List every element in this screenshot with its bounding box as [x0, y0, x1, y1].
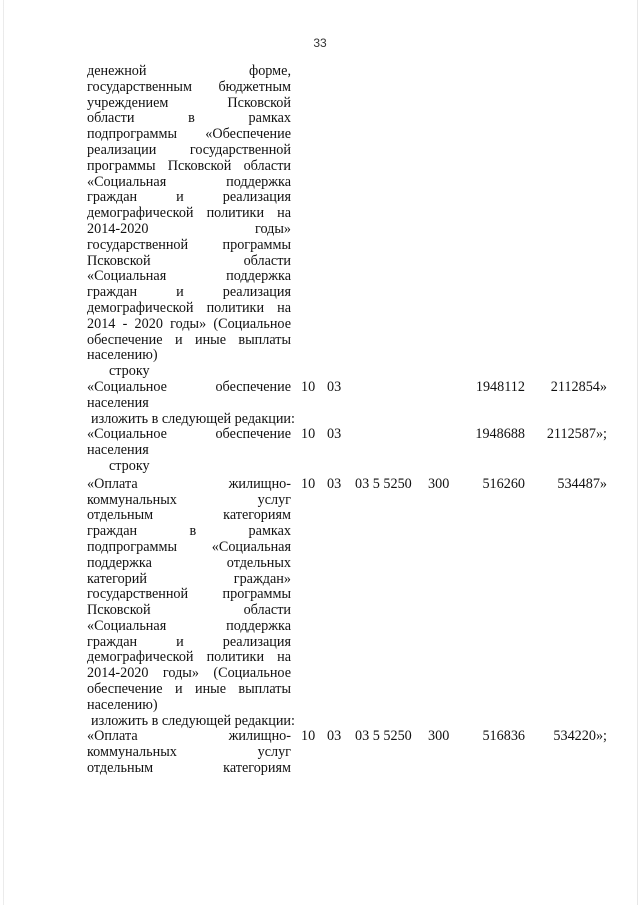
- row-description-line: отдельным категориям: [87, 760, 291, 777]
- row-description-line: «Социальное обеспечение: [87, 426, 291, 443]
- table-row-old: [87, 380, 617, 412]
- page-number: 33: [313, 36, 327, 50]
- row-description-line: демографической политики на: [87, 649, 291, 666]
- subsection-code: 03: [327, 475, 342, 492]
- row-description-line: «Социальное обеспечение: [87, 378, 291, 395]
- amount-2015: 1948688: [475, 426, 525, 443]
- instruction-label: строку: [109, 457, 150, 474]
- subsection-code: 03: [327, 426, 342, 443]
- subsection-code: 03: [327, 728, 342, 745]
- row-description-line: программы Псковской области: [87, 157, 291, 174]
- row-description: [87, 64, 291, 364]
- table-row-old: [87, 477, 617, 714]
- row-description-line: граждан и реализация: [87, 284, 291, 301]
- row-description-line: Псковской области: [87, 252, 291, 269]
- row-description-line: населения: [87, 394, 149, 411]
- row-description-line: категорий граждан»: [87, 570, 291, 587]
- row-description-line: области в рамках: [87, 110, 291, 127]
- row-description-line: «Социальная поддержка: [87, 173, 291, 190]
- instruction-label: изложить в следующей редакции:: [91, 712, 295, 729]
- subsection-code: 03: [327, 378, 342, 395]
- row-description-line: обеспечение и иные выплаты: [87, 331, 291, 348]
- budget-table-fragment: [87, 64, 617, 777]
- amount-2016: 534220»;: [553, 728, 607, 745]
- row-values: [87, 477, 617, 493]
- row-description: [87, 477, 291, 714]
- row-description-line: Псковской области: [87, 602, 291, 619]
- row-description-line: граждан в рамках: [87, 523, 291, 540]
- row-description-line: «Социальная поддержка: [87, 617, 291, 634]
- row-values: [87, 427, 617, 443]
- row-description-line: коммунальных услуг: [87, 744, 291, 761]
- row-description-line: учреждением Псковской: [87, 94, 291, 111]
- section-code: 10: [301, 475, 316, 492]
- row-description-line: 2014-2020 годы»: [87, 220, 291, 237]
- row-description-line: «Социальная поддержка: [87, 268, 291, 285]
- section-code: 10: [301, 728, 316, 745]
- row-values: [87, 380, 617, 396]
- row-description-line: реализации государственной: [87, 141, 291, 158]
- row-description-line: «Оплата жилищно-: [87, 475, 291, 492]
- row-description-line: коммунальных услуг: [87, 491, 291, 508]
- row-description-line: граждан и реализация: [87, 189, 291, 206]
- scan-edge-left: [3, 0, 4, 905]
- row-description-line: государственной программы: [87, 586, 291, 603]
- expense-type-code: 300: [428, 475, 450, 492]
- amount-2016: 2112854»: [550, 378, 607, 395]
- amount-2015: 516260: [482, 475, 525, 492]
- amount-2016: 534487»: [557, 475, 607, 492]
- scan-edge-right: [637, 0, 638, 905]
- table-row-new: [87, 427, 617, 459]
- row-description-line: населению): [87, 347, 158, 364]
- row-description-line: «Оплата жилищно-: [87, 728, 291, 745]
- row-description-line: населению): [87, 696, 158, 713]
- row-description-line: государственной программы: [87, 236, 291, 253]
- row-values: [87, 729, 617, 745]
- row-description-line: подпрограммы «Обеспечение: [87, 126, 291, 143]
- row-description-line: поддержка отдельных: [87, 554, 291, 571]
- row-description-line: 2014 - 2020 годы» (Социальное: [87, 315, 291, 332]
- amount-2015: 516836: [482, 728, 525, 745]
- row-description-line: населения: [87, 442, 149, 459]
- instruction-label: строку: [109, 363, 150, 380]
- row-description-line: демографической политики на: [87, 205, 291, 222]
- row-description-line: подпрограммы «Социальная: [87, 538, 291, 555]
- table-row-new: [87, 729, 617, 776]
- table-row-continuation: [87, 64, 617, 364]
- target-article-code: 03 5 5250: [355, 475, 412, 492]
- row-description-line: 2014-2020 годы» (Социальное: [87, 665, 291, 682]
- row-description-line: государственным бюджетным: [87, 78, 291, 95]
- amount-2015: 1948112: [475, 378, 525, 395]
- row-description-line: демографической политики на: [87, 299, 291, 316]
- amount-2016: 2112587»;: [546, 426, 607, 443]
- row-description-line: граждан и реализация: [87, 633, 291, 650]
- row-description-line: денежной форме,: [87, 63, 291, 79]
- section-code: 10: [301, 426, 316, 443]
- target-article-code: 03 5 5250: [355, 728, 412, 745]
- row-description-line: отдельным категориям: [87, 507, 291, 524]
- expense-type-code: 300: [428, 728, 450, 745]
- section-code: 10: [301, 378, 316, 395]
- row-description-line: обеспечение и иные выплаты: [87, 681, 291, 698]
- instruction-label: изложить в следующей редакции:: [91, 410, 295, 427]
